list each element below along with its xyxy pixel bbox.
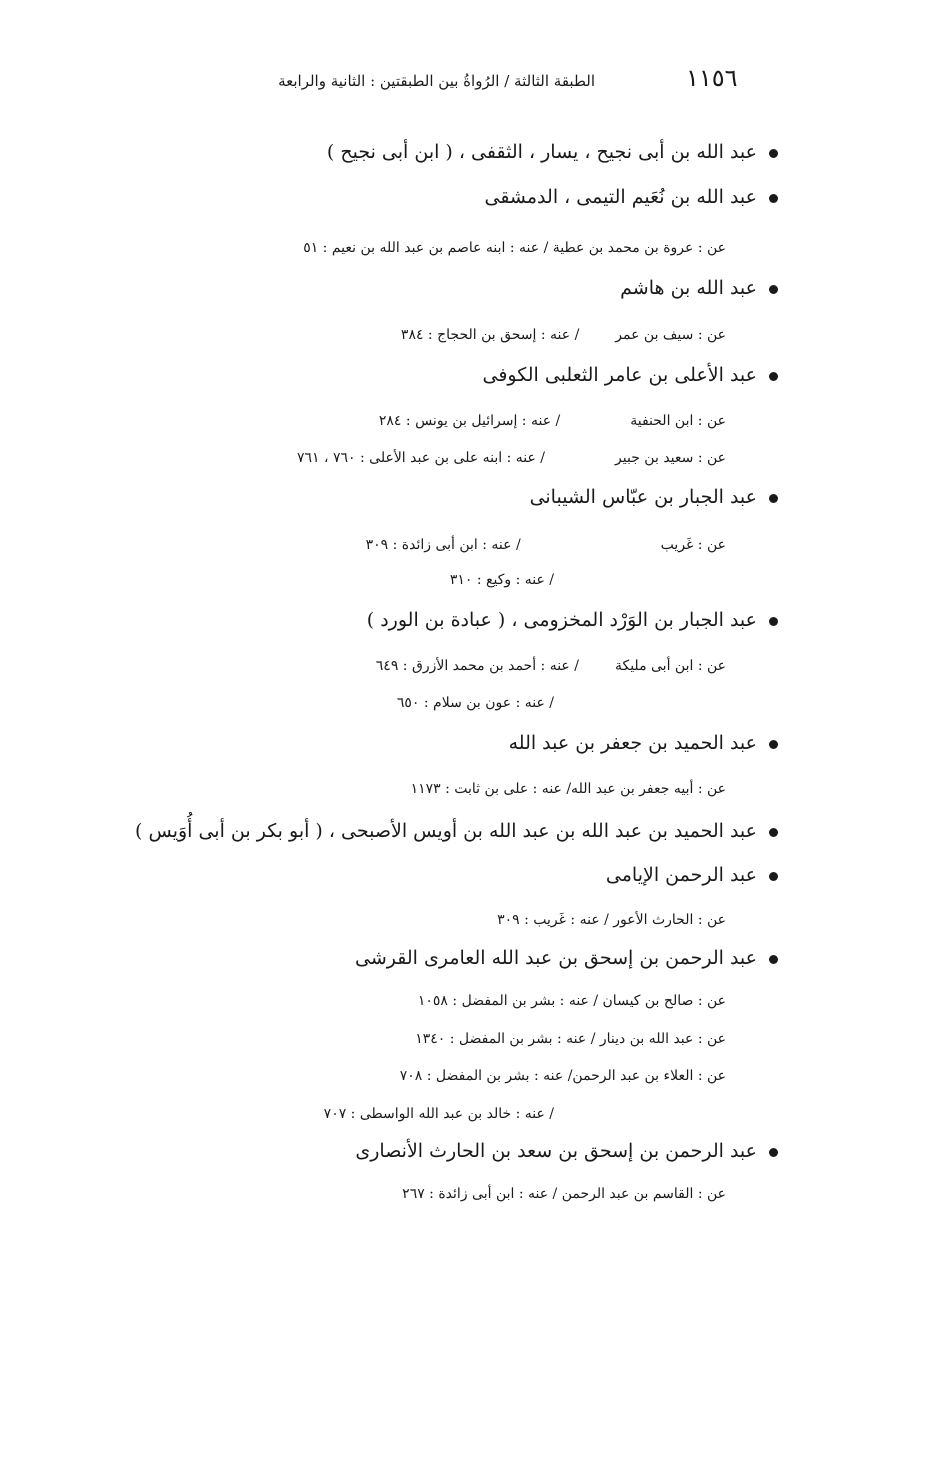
transmission-line: عن : أبيه جعفر بن عبد الله/ عنه : على بن ثابت : ١١٧٣ (410, 781, 726, 797)
narrator-entry (327, 141, 778, 163)
narrator-name: عبد الجبار بن عبّاس الشيبانى (529, 486, 757, 508)
bullet-icon (769, 149, 778, 158)
transmission-line (379, 413, 726, 429)
running-title: الطبقة الثالثة / الرُواةُ بين الطبقتين : الثانية والرابعة (278, 72, 595, 90)
source-text: عن : ابن أبى مليكة (614, 658, 726, 674)
narrator-entry (620, 277, 778, 299)
narrator-name: عبد الأعلى بن عامر الثعلبى الكوفى (482, 364, 757, 386)
transmission-line: عن : العلاء بن عبد الرحمن/ عنه : بشر بن المفضل : ٧٠٨ (399, 1068, 726, 1084)
bullet-icon (769, 194, 778, 203)
source-text: عن : غَريب (660, 537, 726, 553)
transmission-line (366, 537, 726, 553)
bullet-icon (769, 828, 778, 837)
transmission-line (376, 658, 726, 674)
narrator-name: عبد الله بن هاشم (620, 277, 757, 299)
narrator-entry (483, 364, 778, 386)
bullet-icon (769, 955, 778, 964)
transmission-line: عن : صالح بن كيسان / عنه : بشر بن المفضل : ١٠٥٨ (417, 993, 726, 1009)
narrator-name: عبد الله بن أبى نجيح ، يسار ، الثقفى ، ( ابن أبى نجيح ) (326, 141, 757, 163)
bullet-icon (769, 872, 778, 881)
bullet-icon (769, 740, 778, 749)
bullet-icon (769, 285, 778, 294)
page-number: ١١٥٦ (686, 64, 738, 92)
student-text: / عنه : إسحق بن الحجاج : ٣٨٤ (400, 327, 580, 343)
transmission-line: / عنه : عون بن سلام : ٦٥٠ (396, 695, 554, 711)
transmission-line: عن : عروة بن محمد بن عطية / عنه : ابنه عاصم بن عبد الله بن نعيم : ٥١ (303, 240, 726, 256)
student-text: / عنه : ابنه على بن عبد الأعلى : ٧٦٠ ، ٧٦١ (297, 450, 546, 466)
transmission-line: عن : الحارث الأعور / عنه : غَريب : ٣٠٩ (497, 912, 726, 928)
transmission-line: عن : عبد الله بن دينار / عنه : بشر بن المفضل : ١٣٤٠ (415, 1031, 726, 1047)
narrator-entry (530, 486, 778, 508)
narrator-entry (509, 732, 778, 754)
source-text: عن : ابن الحنفية (630, 413, 726, 429)
student-text: / عنه : أحمد بن محمد الأزرق : ٦٤٩ (375, 658, 579, 674)
narrator-name: عبد الجبار بن الوَرْد المخزومى ، ( عبادة بن الورد ) (366, 609, 757, 631)
narrator-entry (484, 186, 778, 208)
transmission-line: عن : القاسم بن عبد الرحمن / عنه : ابن أبى زائدة : ٢٦٧ (402, 1186, 726, 1202)
narrator-name: عبد الرحمن بن إسحق بن عبد الله العامرى القرشى (355, 947, 757, 969)
bullet-icon (769, 494, 778, 503)
narrator-entry (135, 820, 778, 842)
bullet-icon (769, 617, 778, 626)
narrator-name: عبد الله بن نُعَيم التيمى ، الدمشقى (484, 186, 757, 208)
transmission-line (297, 450, 726, 466)
bullet-icon (769, 372, 778, 381)
student-text: / عنه : إسرائيل بن يونس : ٢٨٤ (378, 413, 561, 429)
narrator-entry (606, 864, 778, 886)
transmission-line (401, 327, 726, 343)
source-text: عن : سعيد بن جبير (615, 450, 726, 466)
narrator-entry (355, 1140, 778, 1162)
student-text: / عنه : ابن أبى زائدة : ٣٠٩ (365, 537, 521, 553)
transmission-line: / عنه : خالد بن عبد الله الواسطى : ٧٠٧ (323, 1106, 554, 1122)
narrator-name: عبد الرحمن الإيامى (605, 864, 757, 886)
narrator-name: عبد الرحمن بن إسحق بن سعد بن الحارث الأنصارى (355, 1140, 757, 1162)
source-text: عن : سيف بن عمر (615, 327, 726, 343)
bullet-icon (769, 1148, 778, 1157)
narrator-name: عبد الحميد بن عبد الله بن عبد الله بن أويس الأصبحى ، ( أبو بكر بن أبى أُوَيس ) (135, 820, 757, 842)
narrator-entry (355, 947, 778, 969)
narrator-entry (367, 609, 778, 631)
transmission-line: / عنه : وكيع : ٣١٠ (449, 572, 554, 588)
narrator-name: عبد الحميد بن جعفر بن عبد الله (508, 732, 757, 754)
